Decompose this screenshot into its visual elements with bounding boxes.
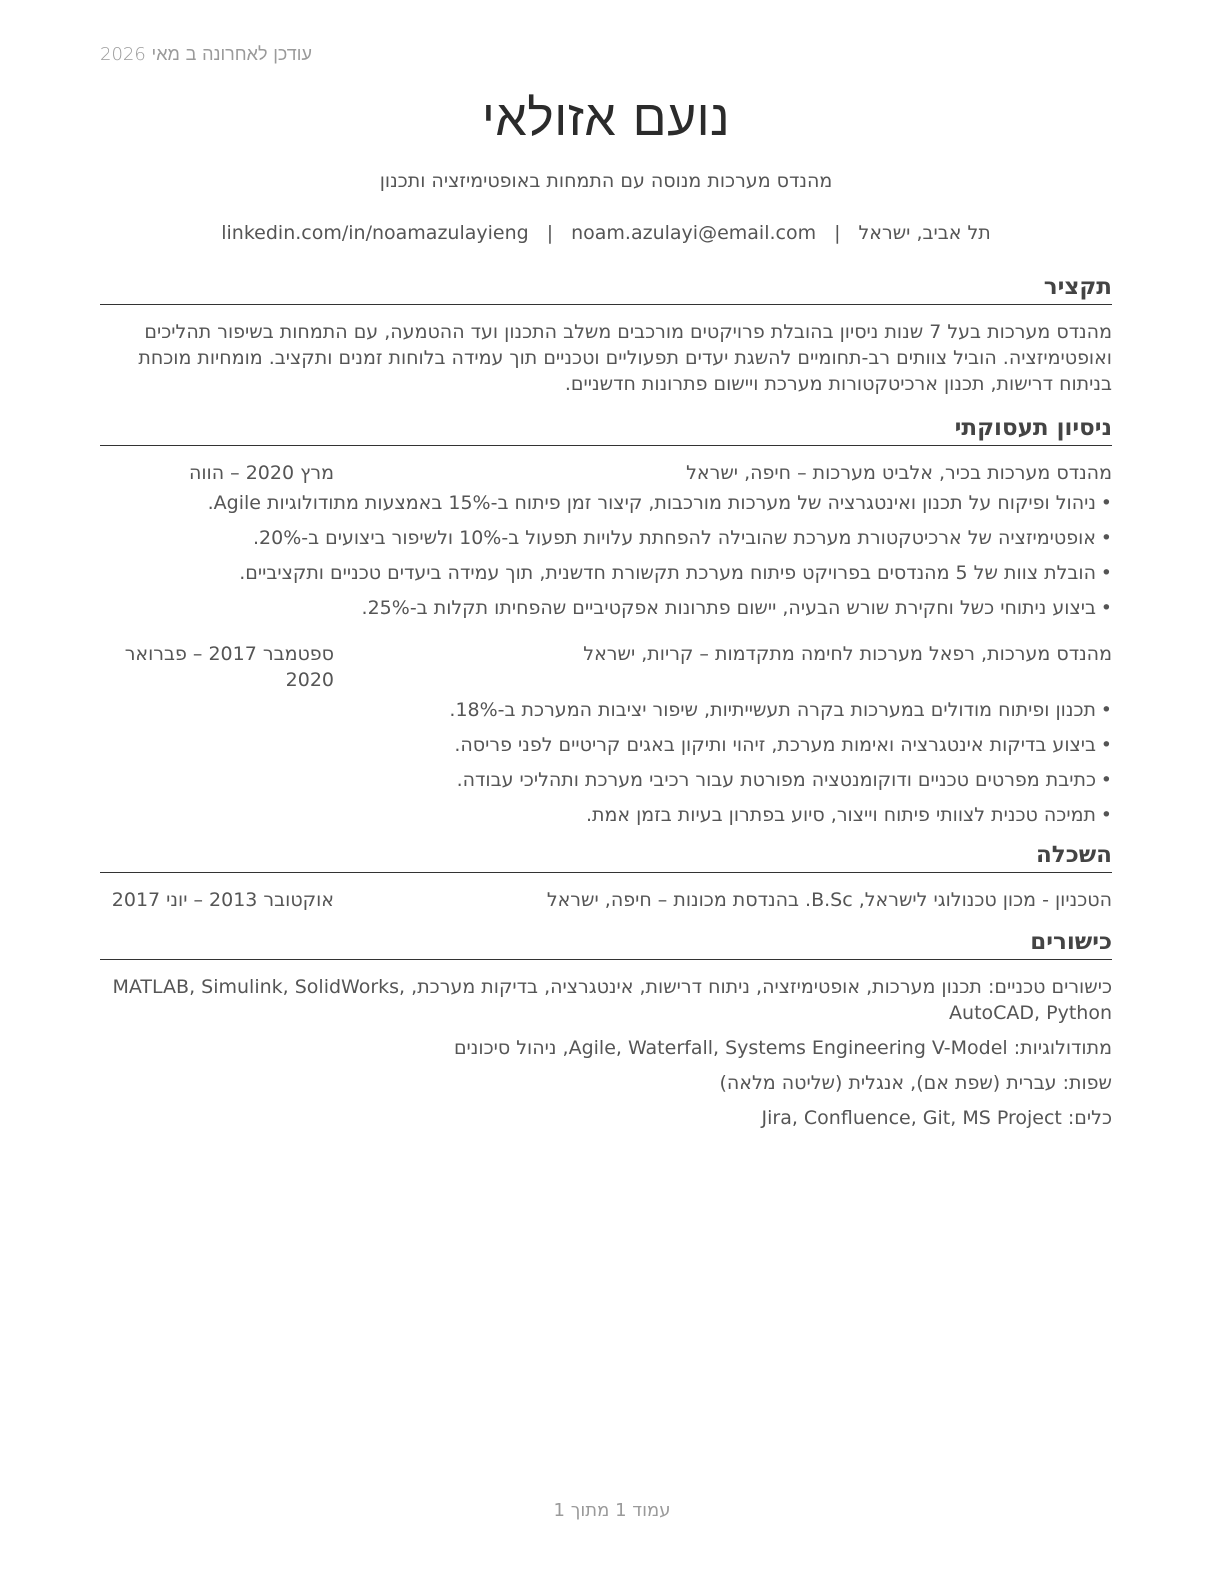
skills-section	[100, 927, 1112, 1131]
list-item: • כתיבת מפרטים טכניים ודוקומנטציה מפורטת עבור רכיבי מערכת ותהליכי עבודה.	[100, 767, 1112, 793]
skill-line-technical: כישורים טכניים: תכנון מערכות, אופטימיזציה, ניתוח דרישות, אינטגרציה, בדיקות מערכת, MATLAB, Simulink, SolidWorks, AutoCAD, Python	[112, 976, 1112, 1024]
job-entry	[100, 641, 1112, 828]
resume-content	[100, 86, 1112, 1131]
list-item: • אופטימיזציה של ארכיטקטורת מערכת שהובילה להפחתת עלויות תפעול ב-10% ולשיפור ביצועים ב-20%.	[100, 525, 1112, 551]
education-date: אוקטובר 2013 – יוני 2017	[111, 889, 334, 911]
job-header	[100, 641, 1112, 693]
contact-separator: |	[546, 222, 554, 244]
summary-section	[100, 272, 1112, 397]
job-entry	[100, 460, 1112, 621]
skill-line-languages: שפות: עברית (שפת אם), אנגלית (שליטה מלאה)	[719, 1072, 1112, 1094]
job-bullets	[100, 697, 1112, 828]
summary-text: מהנדס מערכות בעל 7 שנות ניסיון בהובלת פרויקטים מורכבים משלב התכנון ועד ההטמעה, עם התמחות בשיפור תהליכים ואופטימיזציה. הוביל צוותים רב-תחומיים להשגת יעדים תפעוליים וטכניים תוך עמידה בלוחות זמנים ותקציב. מומחיות מוכחת בניתוח דרישות, תכנון ארכיטקטורות מערכת ויישום פתרונות חדשניים.	[138, 321, 1112, 395]
job-title: מהנדס מערכות בכיר, אלביט מערכות – חיפה, ישראל	[686, 462, 1112, 484]
tagline: מהנדס מערכות מנוסה עם התמחות באופטימיזציה ותכנון	[379, 170, 833, 192]
summary-title: תקציר	[100, 272, 1112, 305]
list-item: • ניהול ופיקוח על תכנון ואינטגרציה של מערכות מורכבות, קיצור זמן פיתוח ב-15% באמצעות מתודולוגיות Agile.	[100, 490, 1112, 516]
experience-title: ניסיון תעסוקתי	[100, 413, 1112, 446]
experience-section	[100, 413, 1112, 828]
list-item: • תכנון ופיתוח מודולים במערכות בקרה תעשייתיות, שיפור יציבות המערכת ב-18%.	[100, 697, 1112, 723]
education-title-text: הטכניון - מכון טכנולוגי לישראל, B.Sc. בהנדסת מכונות – חיפה, ישראל	[546, 889, 1112, 911]
job-date: ספטמבר 2017 – פברואר 2020	[124, 643, 334, 691]
list-item: • תמיכה טכנית לצוותי פיתוח וייצור, סיוע בפתרון בעיות בזמן אמת.	[100, 802, 1112, 828]
job-title: מהנדס מערכות, רפאל מערכות לחימה מתקדמות – קריות, ישראל	[583, 643, 1112, 665]
job-bullets	[100, 490, 1112, 621]
list-item: • ביצוע ניתוחי כשל וחקירת שורש הבעיה, יישום פתרונות אפקטיביים שהפחיתו תקלות ב-25%.	[100, 595, 1112, 621]
job-date: מרץ 2020 – הווה	[188, 462, 334, 484]
contact-separator: |	[834, 222, 841, 244]
last-updated: עודכן לאחרונה ב מאי 2026	[100, 44, 312, 65]
job-header	[100, 460, 1112, 486]
page-footer: עמוד 1 מתוך 1	[553, 1500, 671, 1521]
contact-linkedin[interactable]: linkedin.com/in/noamazulayieng	[221, 222, 529, 244]
skill-line-tools: כלים: Jira, Confluence, Git, MS Project	[761, 1107, 1112, 1129]
contact-email[interactable]: noam.azulayi@email.com	[571, 222, 817, 244]
list-item: • הובלת צוות של 5 מהנדסים בפרויקט פיתוח מערכת תקשורת חדשנית, תוך עמידה ביעדים טכניים ותקציביים.	[100, 560, 1112, 586]
education-section	[100, 840, 1112, 913]
skill-line-methodologies: מתודולוגיות: Agile, Waterfall, Systems Engineering V-Model, ניהול סיכונים	[453, 1037, 1112, 1059]
skills-title: כישורים	[100, 927, 1112, 960]
education-entry	[100, 887, 1112, 913]
contact-line	[100, 220, 1112, 246]
candidate-name: נועם אזולאי	[481, 89, 731, 147]
list-item: • ביצוע בדיקות אינטגרציה ואימות מערכת, זיהוי ותיקון באגים קריטיים לפני פריסה.	[100, 732, 1112, 758]
contact-location: תל אביב, ישראל	[858, 222, 991, 244]
education-title: השכלה	[100, 840, 1112, 873]
